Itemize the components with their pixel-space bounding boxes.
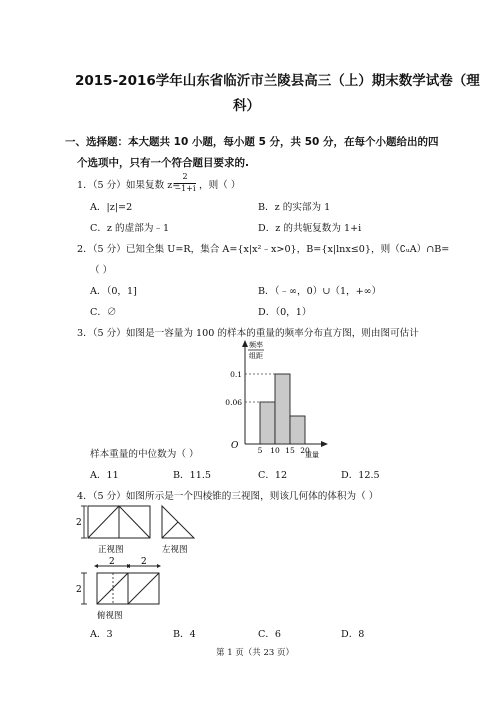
top-view-dimension-left: 2 [109, 557, 115, 567]
side-view-label: 左视图 [162, 545, 188, 555]
section-header-line2: 个选项中，只有一个符合题目要求的. [77, 157, 249, 169]
q1-option-c: C．z 的虚部为﹣1 [90, 223, 170, 234]
hist-y-arrow [242, 340, 248, 347]
page-title-line2: 科） [233, 98, 260, 114]
q1-fraction-denominator: −1+i [174, 184, 196, 193]
hist-ylabel-bottom: 组距 [249, 352, 263, 360]
q3-option-a: A．11 [90, 470, 119, 481]
hist-x-tick-15: 15 [285, 446, 295, 455]
hist-x-arrow [321, 441, 328, 447]
top-view-dimension-right: 2 [141, 557, 147, 567]
hist-bar-5-10 [260, 402, 275, 444]
q4-line1: 4．（5 分）如图所示是一个四棱锥的三视图，则该几何体的体积为（ ） [77, 491, 379, 502]
front-view [76, 506, 150, 555]
q2-line1: 2．（5 分）已知全集 U=R，集合 A={x|x²﹣x>0}，B={x|lnx≤0}，则（∁ᵤA）∩B= [77, 244, 450, 255]
q1-option-b: B．z 的实部为 1 [258, 202, 331, 213]
q1-option-a: A．|z|=2 [90, 202, 133, 213]
three-view-drawing [70, 498, 210, 626]
hist-x-tick-10: 10 [270, 446, 280, 455]
top-view-label: 俯视图 [97, 611, 123, 621]
hist-bar-15-20 [290, 416, 305, 444]
q3-option-d: D．12.5 [341, 470, 380, 481]
front-view-dimension: 2 [76, 518, 82, 528]
hist-bar-10-15 [275, 374, 290, 444]
hist-x-tick-5: 5 [257, 446, 263, 455]
q2-option-a: A．（0，1] [90, 286, 137, 297]
q1-fraction-numerator: 2 [182, 172, 188, 181]
q4-option-d: D．8 [341, 629, 365, 640]
hist-ylabel-top: 频率 [249, 341, 263, 349]
q4-option-b: B．4 [173, 629, 196, 640]
q2-option-c: C．∅ [90, 307, 117, 318]
q3-option-c: C．12 [258, 470, 288, 481]
q1-prefix: 1．（5 分）如果复数 z= [77, 180, 181, 191]
q2-option-b: B．（﹣∞，0）∪（1，+∞） [258, 286, 382, 297]
q1-suffix: ，则（ ） [199, 180, 241, 191]
q1-option-d: D．z 的共轭复数为 1+i [258, 223, 362, 234]
section-header-line1: 一、选择题：本大题共 10 小题，每小题 5 分，共 50 分，在每个小题给出的四 [65, 136, 439, 148]
page-title-line1: 2015-2016学年山东省临沂市兰陵县高三（上）期末数学试卷（理 [75, 73, 480, 89]
hist-x-tick-20: 20 [300, 446, 310, 455]
q4-option-a: A．3 [90, 629, 113, 640]
hist-y-tick-0.06: 0.06 [225, 398, 242, 407]
q4-option-c: C．6 [258, 629, 282, 640]
top-view [76, 557, 161, 621]
q3-line2: 样本重量的中位数为（ ） [90, 449, 199, 460]
hist-y-tick-0.1: 0.1 [230, 370, 242, 379]
q2-option-d: D．（0，1） [258, 307, 312, 318]
q3-line1: 3．（5 分）如图是一容量为 100 的样本的重量的频率分布直方图，则由图可估计 [77, 328, 419, 339]
frequency-histogram [218, 338, 328, 458]
hist-xlabel: 重量 [305, 451, 319, 458]
side-view [162, 506, 194, 555]
hist-origin-label: O [231, 441, 239, 451]
q2-line2: （ ） [90, 265, 113, 276]
page-footer: 第 1 页（共 23 页） [216, 648, 295, 658]
top-view-dimension-side: 2 [76, 585, 82, 595]
q3-option-b: B．11.5 [173, 470, 212, 481]
front-view-label: 正视图 [98, 545, 124, 555]
